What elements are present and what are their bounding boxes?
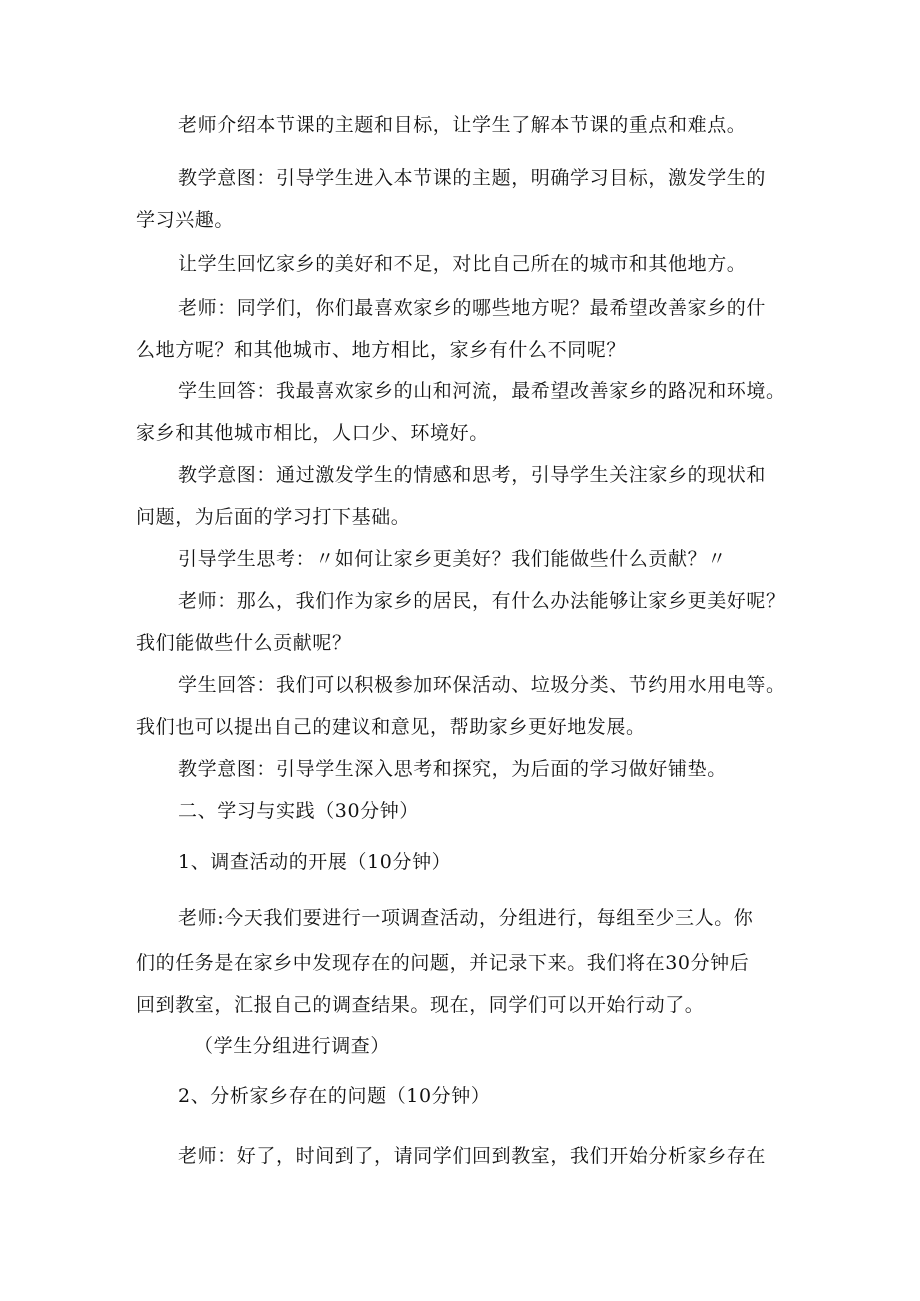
paragraph-line: 么地方呢？和其他城市、地方相比，家乡有什么不同呢？ [136,339,627,361]
subsection-heading: 1、调查活动的开展（10分钟） [178,851,452,873]
paragraph-line: 回到教室，汇报自己的调查结果。现在，同学们可以开始行动了。 [136,994,705,1016]
paragraph-line: 让学生回忆家乡的美好和不足，对比自己所在的城市和其他地方。 [178,253,747,275]
paragraph-line: 学生回答：我最喜欢家乡的山和河流，最希望改善家乡的路况和环境。 [178,380,786,402]
section-heading: 二、学习与实践（30分钟） [178,800,419,822]
paragraph-line: 教学意图：引导学生深入思考和探究，为后面的学习做好铺垫。 [178,758,727,780]
paragraph-line: 老师：好了，时间到了，请同学们回到教室，我们开始分析家乡存在 [178,1145,767,1167]
subsection-heading: 2、分析家乡存在的问题（10分钟） [178,1085,491,1107]
paragraph-line: 学习兴趣。 [136,209,235,231]
paragraph-line: 老师介绍本节课的主题和目标，让学生了解本节课的重点和难点。 [178,114,747,136]
paragraph-line: 们的任务是在家乡中发现存在的问题，并记录下来。我们将在30分钟后 [136,952,750,974]
paragraph-line: 老师：那么，我们作为家乡的居民，有什么办法能够让家乡更美好呢？ [178,590,786,612]
paragraph-line: 我们也可以提出自己的建议和意见，帮助家乡更好地发展。 [136,716,646,738]
paragraph-line: 家乡和其他城市相比，人口少、环境好。 [136,422,489,444]
paragraph-line: 学生回答：我们可以积极参加环保活动、垃圾分类、节约用水用电等。 [178,674,786,696]
paragraph-line: 老师:今天我们要进行一项调查活动，分组进行，每组至少三人。你 [178,907,754,929]
parenthetical-note: （学生分组进行调查） [194,1035,391,1057]
paragraph-line: 教学意图：通过激发学生的情感和思考，引导学生关注家乡的现状和 [178,464,767,486]
paragraph-line: 教学意图：引导学生进入本节课的主题，明确学习目标，激发学生的 [178,167,767,189]
paragraph-line: 我们能做些什么贡献呢？ [136,632,352,654]
paragraph-line: 老师：同学们，你们最喜欢家乡的哪些地方呢？最希望改善家乡的什 [178,297,767,319]
paragraph-line: 引导学生思考：〃如何让家乡更美好？我们能做些什么贡献？〃 [178,548,727,570]
paragraph-line: 问题，为后面的学习打下基础。 [136,506,411,528]
